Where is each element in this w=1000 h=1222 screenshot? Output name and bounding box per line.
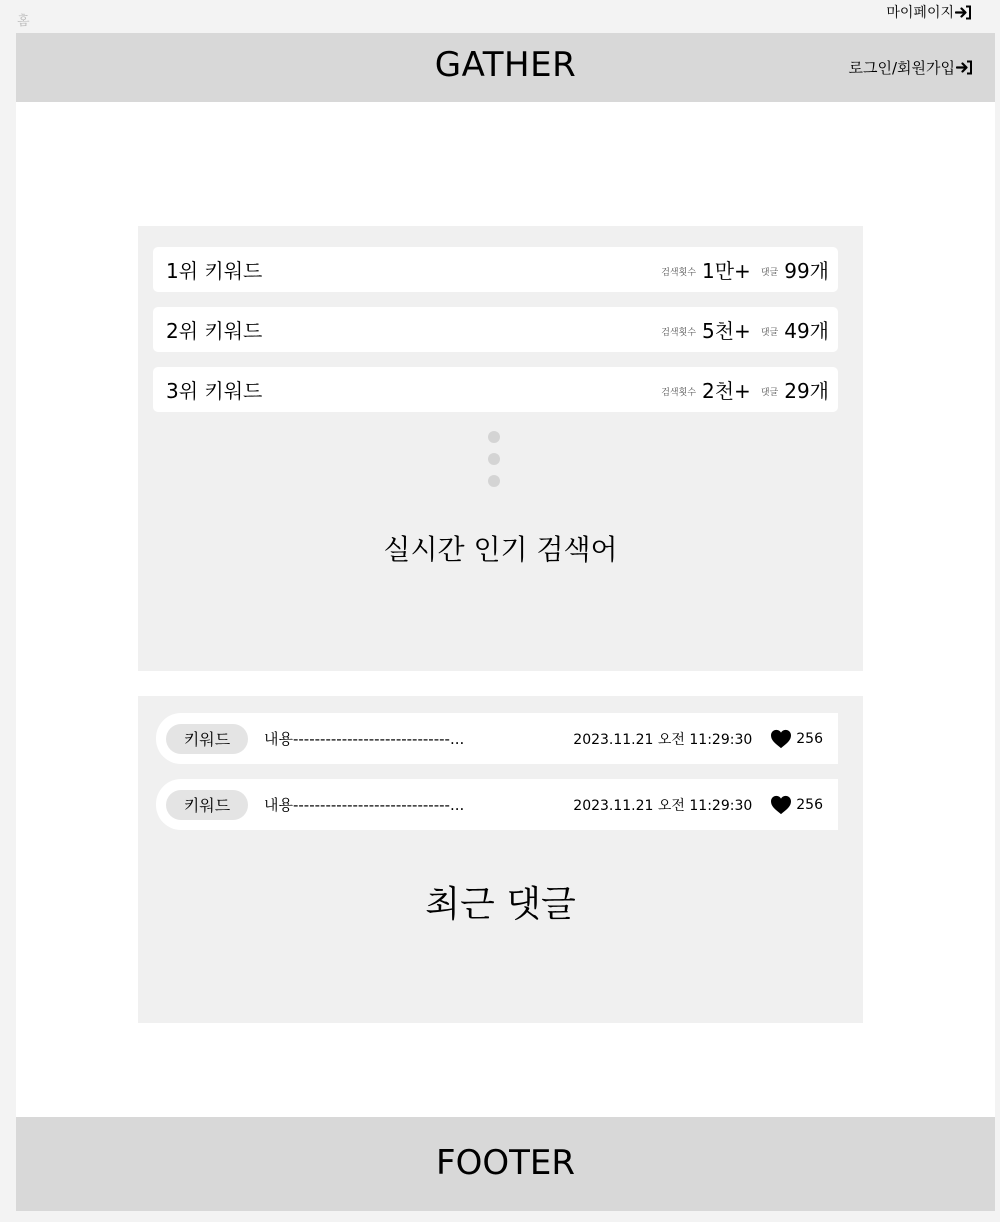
keyword-stats (661, 255, 829, 284)
keyword-stats (661, 315, 829, 344)
keyword-tag[interactable]: 키워드 (166, 790, 248, 820)
recent-comments-title: 최근 댓글 (425, 884, 576, 925)
header (16, 33, 995, 102)
mypage-link[interactable] (886, 2, 972, 22)
brand-logo[interactable]: GATHER (434, 45, 577, 85)
search-count-label: 검색횟수 (661, 328, 697, 338)
like-count: 256 (796, 796, 823, 813)
comment-timestamp: 2023.11.21 오전 11:29:30 (573, 797, 753, 814)
login-signup-link[interactable] (849, 57, 974, 78)
keyword-row[interactable] (153, 367, 838, 412)
comment-content: 내용-----------------------------... (264, 730, 465, 748)
keyword-row[interactable] (153, 247, 838, 292)
footer-text: FOOTER (436, 1143, 575, 1183)
keyword-name: 1위 키워드 (166, 259, 263, 283)
comment-count-label: 댓글 (760, 268, 779, 278)
search-count-value: 2천+ (702, 379, 751, 403)
keyword-row[interactable] (153, 307, 838, 352)
home-link[interactable]: 홈 (17, 14, 30, 29)
heart-icon[interactable] (770, 729, 792, 749)
heart-icon[interactable] (770, 795, 792, 815)
search-count-value: 5천+ (702, 319, 751, 343)
ellipsis-dot-icon (488, 453, 500, 465)
like-count: 256 (796, 730, 823, 747)
ellipsis-dot-icon (488, 431, 500, 443)
keyword-name: 2위 키워드 (166, 319, 263, 343)
search-count-value: 1만+ (702, 259, 751, 283)
comment-count-value: 29개 (784, 379, 829, 403)
keyword-stats (661, 375, 829, 404)
comment-timestamp: 2023.11.21 오전 11:29:30 (573, 731, 753, 748)
popular-keywords-panel (138, 226, 863, 671)
login-signup-label: 로그인/회원가입 (848, 59, 955, 77)
page-frame (16, 33, 995, 1211)
comment-content: 내용-----------------------------... (264, 796, 465, 814)
login-arrow-icon (956, 59, 973, 76)
ellipsis-dot-icon (488, 475, 500, 487)
more-indicator (488, 431, 500, 497)
mypage-label: 마이페이지 (886, 5, 954, 21)
search-count-label: 검색횟수 (661, 268, 697, 278)
comment-row[interactable] (156, 779, 838, 830)
comment-count-label: 댓글 (760, 328, 779, 338)
recent-comments-panel (138, 696, 863, 1023)
keyword-name: 3위 키워드 (166, 379, 263, 403)
keyword-tag[interactable]: 키워드 (166, 724, 248, 754)
login-arrow-icon (955, 4, 972, 21)
popular-panel-title: 실시간 인기 검색어 (383, 533, 618, 566)
comment-count-value: 99개 (784, 259, 829, 283)
comment-count-label: 댓글 (760, 388, 779, 398)
search-count-label: 검색횟수 (661, 388, 697, 398)
comment-count-value: 49개 (784, 319, 829, 343)
footer (16, 1117, 995, 1211)
comment-row[interactable] (156, 713, 838, 764)
